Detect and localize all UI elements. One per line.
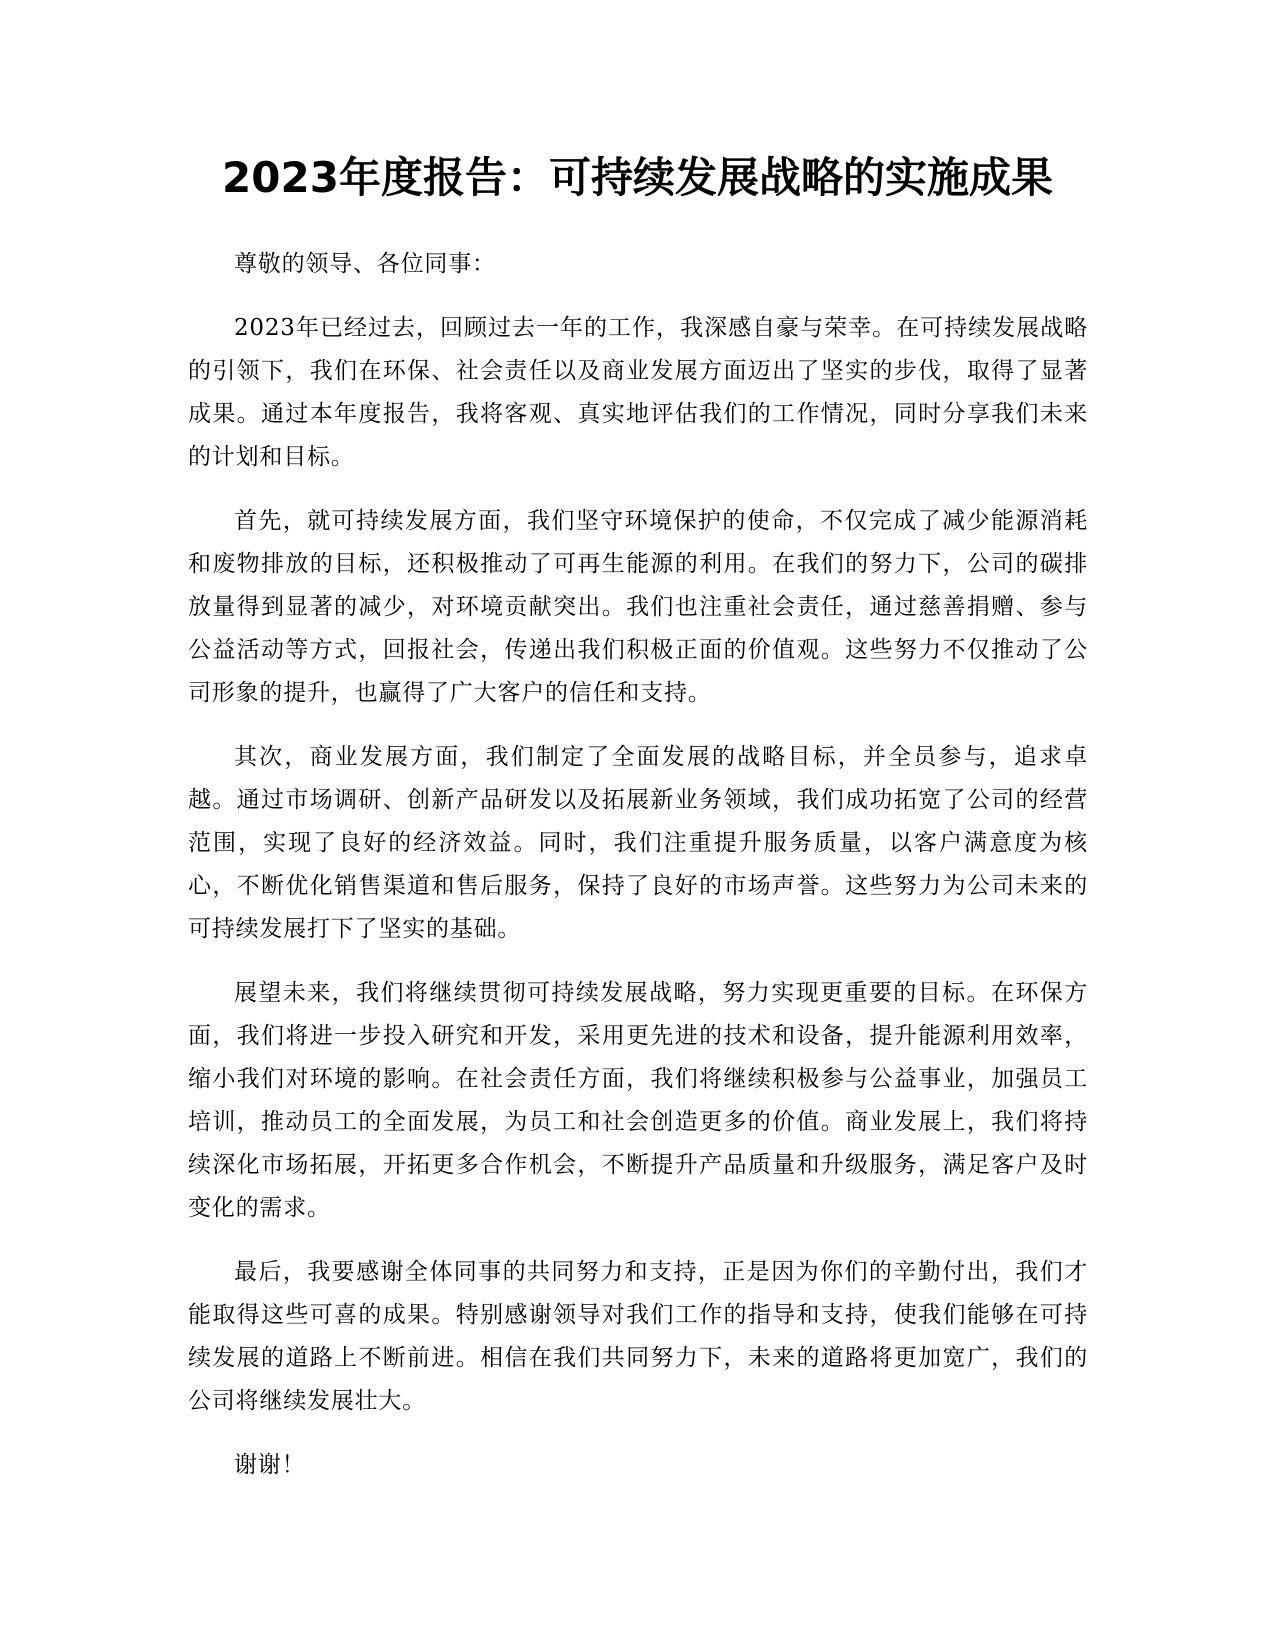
sustainability-paragraph: 首先，就可持续发展方面，我们坚守环境保护的使命，不仅完成了减少能源消耗和废物排放的目标，还积极推动了可再生能源的利用。在我们的努力下，公司的碳排放量得到显著的减少，对环境贡献突出。我们也注重社会责任，通过慈善捐赠、参与公益活动等方式，回报社会，传递出我们积极正面的价值观。这些努力不仅推动了公司形象的提升，也赢得了广大客户的信任和支持。 — [188, 508, 1088, 706]
salutation-paragraph: 尊敬的领导、各位同事： — [234, 251, 496, 277]
document-title: 2023年度报告：可持续发展战略的实施成果 — [222, 153, 1053, 202]
closing-paragraph: 谢谢！ — [234, 1452, 306, 1478]
document-body — [188, 243, 1088, 1508]
business-paragraph: 其次，商业发展方面，我们制定了全面发展的战略目标，并全员参与，追求卓越。通过市场调研、创新产品研发以及拓展新业务领域，我们成功拓宽了公司的经营范围，实现了良好的经济效益。同时，我们注重提升服务质量，以客户满意度为核心，不断优化销售渠道和售后服务，保持了良好的市场声誉。这些努力为公司未来的可持续发展打下了坚实的基础。 — [188, 744, 1088, 942]
intro-paragraph: 2023年已经过去，回顾过去一年的工作，我深感自豪与荣幸。在可持续发展战略的引领下，我们在环保、社会责任以及商业发展方面迈出了坚实的步伐，取得了显著成果。通过本年度报告，我将客观、真实地评估我们的工作情况，同时分享我们未来的计划和目标。 — [188, 315, 1088, 470]
thanks-paragraph: 最后，我要感谢全体同事的共同努力和支持，正是因为你们的辛勤付出，我们才能取得这些可喜的成果。特别感谢领导对我们工作的指导和支持，使我们能够在可持续发展的道路上不断前进。相信在我们共同努力下，未来的道路将更加宽广，我们的公司将继续发展壮大。 — [188, 1259, 1088, 1414]
outlook-paragraph: 展望未来，我们将继续贯彻可持续发展战略，努力实现更重要的目标。在环保方面，我们将进一步投入研究和开发，采用更先进的技术和设备，提升能源利用效率，缩小我们对环境的影响。在社会责任方面，我们将继续积极参与公益事业，加强员工培训，推动员工的全面发展，为员工和社会创造更多的价值。商业发展上，我们将持续深化市场拓展，开拓更多合作机会，不断提升产品质量和升级服务，满足客户及时变化的需求。 — [188, 980, 1088, 1221]
